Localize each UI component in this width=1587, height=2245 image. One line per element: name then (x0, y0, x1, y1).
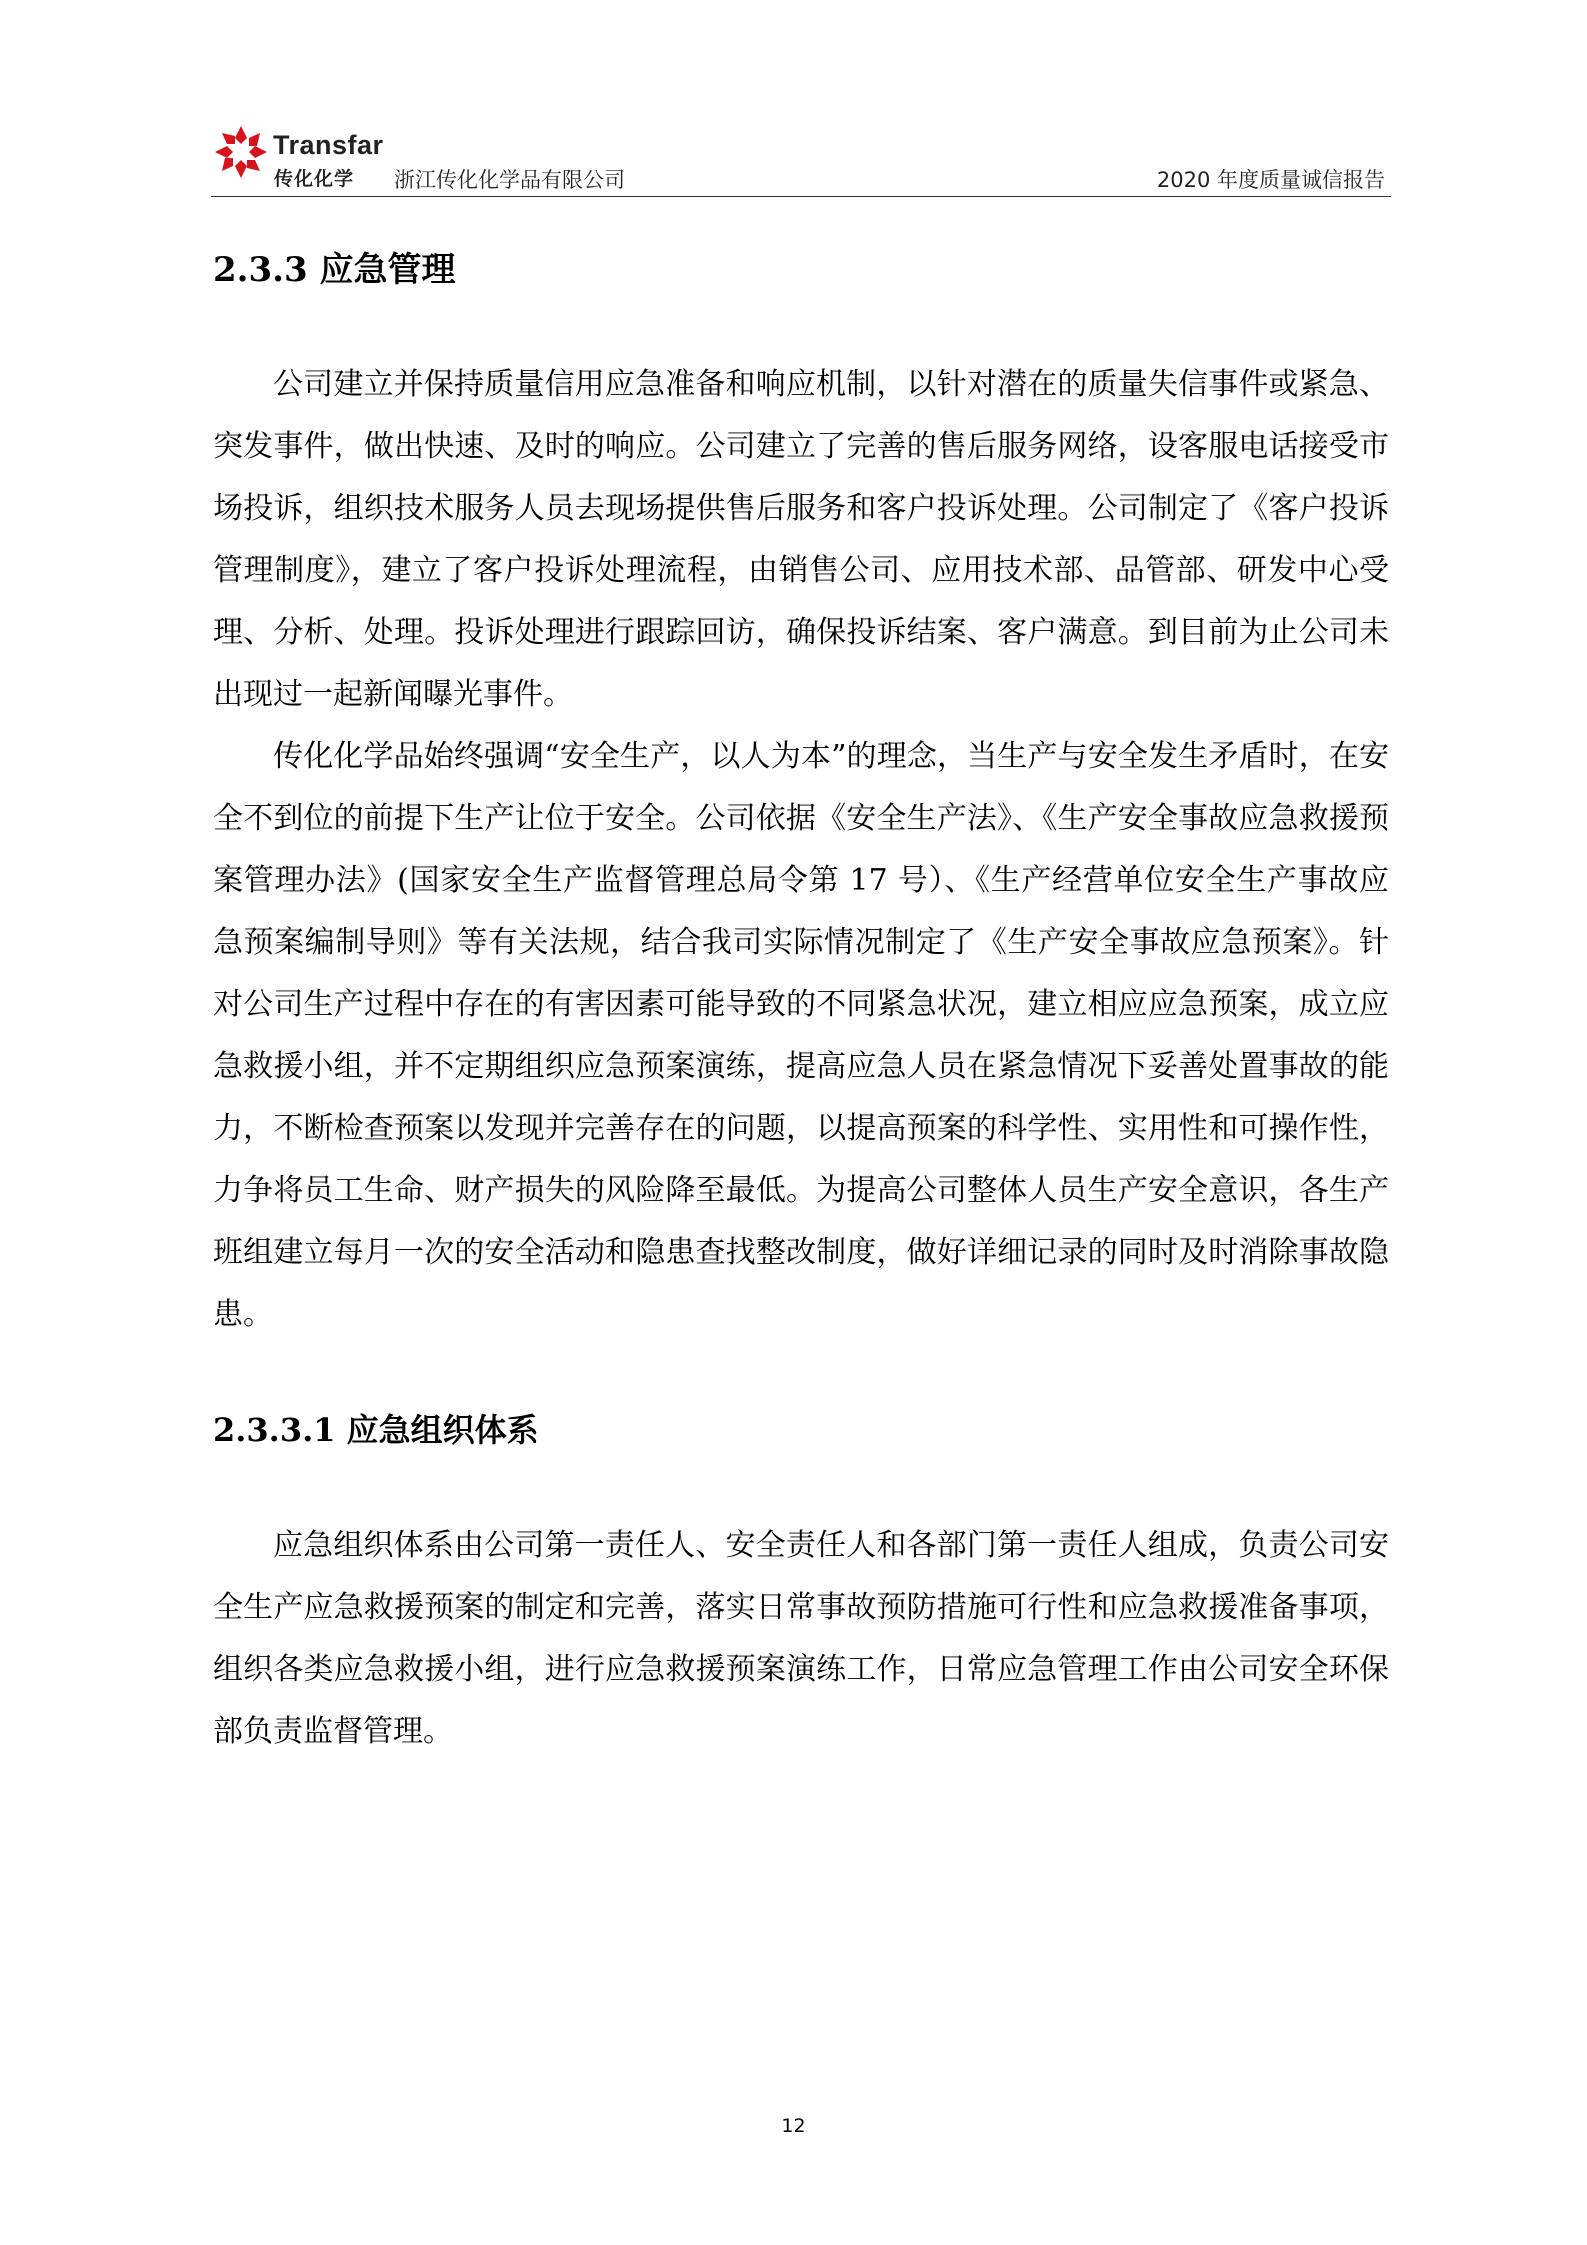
page-number: 12 (781, 2115, 806, 2137)
section-heading: 2.3.3 应急管理 (213, 250, 456, 290)
section-2-3-3-1-body (213, 1515, 1389, 1763)
subsection-heading: 2.3.3.1 应急组织体系 (213, 1411, 539, 1449)
paragraph: 公司建立并保持质量信用应急准备和响应机制，以针对潜在的质量失信事件或紧急、突发事件，做出快速、及时的响应。公司建立了完善的售后服务网络，设客服电话接受市场投诉，组织技术服务人员去现场提供售后服务和客户投诉处理。公司制定了《客户投诉管理制度》，建立了客户投诉处理流程，由销售公司、应用技术部、品管部、研发中心受理、分析、处理。投诉处理进行跟踪回访，确保投诉结案、客户满意。到目前为止公司未出现过一起新闻曝光事件。 (213, 367, 1389, 712)
company-name: 浙江传化化学品有限公司 (394, 168, 625, 192)
section-2-3-3-body (213, 354, 1389, 1346)
transfar-logo-icon (211, 122, 271, 182)
brand-name-english: Transfar (273, 130, 384, 160)
report-title: 2020 年度质量诚信报告 (1156, 168, 1385, 192)
paragraph: 传化化学品始终强调“安全生产，以人为本”的理念，当生产与安全发生矛盾时，在安全不到位的前提下生产让位于安全。公司依据《安全生产法》、《生产安全事故应急救援预案管理办法》(国家安全生产监督管理总局令第 17 号）、《生产经营单位安全生产事故应急预案编制导则》等有关法规，结合我司实际情况制定了《生产安全事故应急预案》。针对公司生产过程中存在的有害因素可能导致的不同紧急状况，建立相应应急预案，成立应急救援小组，并不定期组织应急预案演练，提高应急人员在紧急情况下妥善处置事故的能力，不断检查预案以发现并完善存在的问题，以提高预案的科学性、实用性和可操作性，力争将员工生命、财产损失的风险降至最低。为提高公司整体人员生产安全意识，各生产班组建立每月一次的安全活动和隐患查找整改制度，做好详细记录的同时及时消除事故隐患。 (213, 739, 1389, 1332)
paragraph: 应急组织体系由公司第一责任人、安全责任人和各部门第一责任人组成，负责公司安全生产应急救援预案的制定和完善，落实日常事故预防措施可行性和应急救援准备事项，组织各类应急救援小组，进行应急救援预案演练工作，日常应急管理工作由公司安全环保部负责监督管理。 (213, 1528, 1389, 1749)
brand-name-chinese: 传化化学 (274, 168, 355, 190)
section-2-3-3-1 (213, 1409, 1389, 1451)
page-header (211, 118, 1391, 197)
section-2-3-3 (213, 248, 1389, 292)
